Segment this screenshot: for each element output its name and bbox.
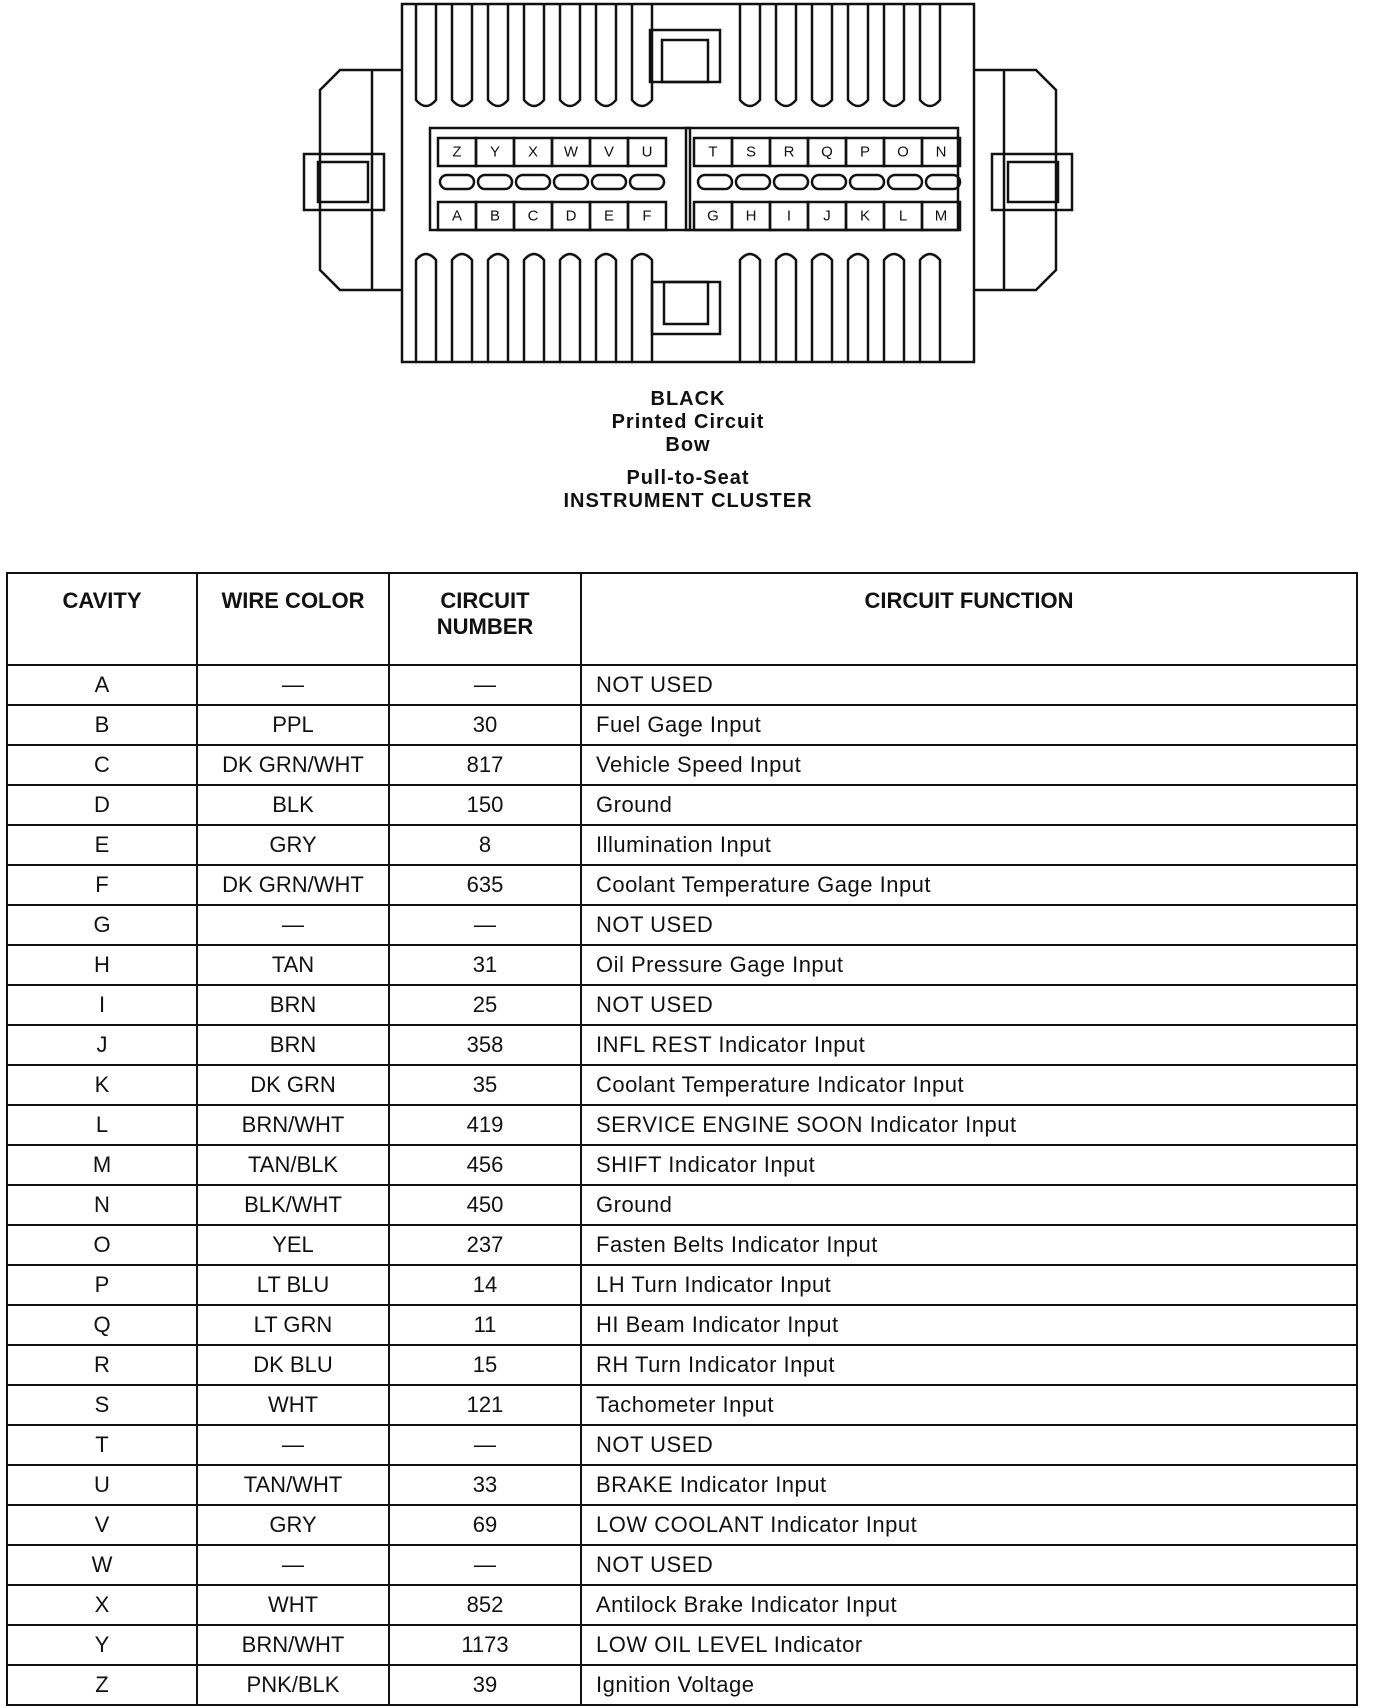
cavity-label: T bbox=[708, 143, 718, 161]
table-row bbox=[7, 785, 1357, 825]
cell-wire-color: LT GRN bbox=[197, 1305, 389, 1345]
cell-wire-color: WHT bbox=[197, 1585, 389, 1625]
bottom-key bbox=[652, 282, 720, 334]
cell-circuit-function: NOT USED bbox=[581, 905, 1357, 945]
cell-circuit-number: 30 bbox=[389, 705, 581, 745]
pinout-table bbox=[6, 572, 1358, 1706]
cell-circuit-function: Fuel Gage Input bbox=[581, 705, 1357, 745]
cell-cavity: J bbox=[7, 1025, 197, 1065]
cavity-label: M bbox=[934, 207, 948, 225]
connector-caption bbox=[0, 388, 1376, 513]
cell-cavity: Y bbox=[7, 1625, 197, 1665]
cell-circuit-function: NOT USED bbox=[581, 1425, 1357, 1465]
table-row bbox=[7, 1345, 1357, 1385]
terminal-slot bbox=[888, 175, 922, 189]
cell-cavity: B bbox=[7, 705, 197, 745]
cell-wire-color: WHT bbox=[197, 1385, 389, 1425]
table-body bbox=[7, 665, 1357, 1705]
table-row bbox=[7, 1265, 1357, 1305]
cell-wire-color: BRN/WHT bbox=[197, 1105, 389, 1145]
terminal-slot bbox=[812, 175, 846, 189]
cavity-label: F bbox=[642, 207, 652, 225]
rib bbox=[812, 4, 832, 106]
cell-circuit-number: 31 bbox=[389, 945, 581, 985]
cell-circuit-function: Fasten Belts Indicator Input bbox=[581, 1225, 1357, 1265]
cavity-label: D bbox=[565, 207, 577, 225]
cell-circuit-function: Illumination Input bbox=[581, 825, 1357, 865]
cell-wire-color: PNK/BLK bbox=[197, 1665, 389, 1705]
header-cavity: CAVITY bbox=[7, 573, 197, 665]
cavity-label: P bbox=[859, 143, 871, 161]
header-circuit-function: CIRCUIT FUNCTION bbox=[581, 573, 1357, 665]
terminal-slot bbox=[592, 175, 626, 189]
table-row bbox=[7, 1505, 1357, 1545]
cell-wire-color: BRN/WHT bbox=[197, 1625, 389, 1665]
cell-circuit-number: 635 bbox=[389, 865, 581, 905]
cell-circuit-function: Coolant Temperature Indicator Input bbox=[581, 1065, 1357, 1105]
cavity-label: H bbox=[745, 207, 757, 225]
terminal-slot bbox=[850, 175, 884, 189]
cavity-label: O bbox=[897, 143, 909, 161]
cavity-label: C bbox=[527, 207, 539, 225]
cell-cavity: T bbox=[7, 1425, 197, 1465]
cell-circuit-number: 450 bbox=[389, 1185, 581, 1225]
cell-cavity: X bbox=[7, 1585, 197, 1625]
cell-cavity: N bbox=[7, 1185, 197, 1225]
rib bbox=[740, 4, 760, 106]
terminal-slot bbox=[774, 175, 808, 189]
terminal-slots bbox=[440, 175, 960, 189]
rib bbox=[524, 4, 544, 106]
table-row bbox=[7, 905, 1357, 945]
table-row bbox=[7, 1305, 1357, 1345]
cell-circuit-number: 15 bbox=[389, 1345, 581, 1385]
table-row bbox=[7, 665, 1357, 705]
cell-wire-color: LT BLU bbox=[197, 1265, 389, 1305]
cavity-label: B bbox=[489, 207, 501, 225]
table-row bbox=[7, 1385, 1357, 1425]
rib bbox=[884, 4, 904, 106]
cavity-label: J bbox=[823, 207, 831, 225]
right-latch bbox=[974, 70, 1056, 290]
cell-wire-color: BRN bbox=[197, 1025, 389, 1065]
cavity-label: L bbox=[898, 207, 908, 225]
cell-circuit-number: 69 bbox=[389, 1505, 581, 1545]
cavity-label: R bbox=[783, 143, 795, 161]
cell-circuit-function: Tachometer Input bbox=[581, 1385, 1357, 1425]
cavity-label: G bbox=[707, 207, 719, 225]
terminal-slot bbox=[440, 175, 474, 189]
rib bbox=[884, 254, 904, 362]
cell-circuit-number: 817 bbox=[389, 745, 581, 785]
rib bbox=[488, 4, 508, 106]
cell-wire-color: — bbox=[197, 905, 389, 945]
rib bbox=[740, 254, 760, 362]
cell-wire-color: TAN/WHT bbox=[197, 1465, 389, 1505]
terminal-slot bbox=[516, 175, 550, 189]
cell-circuit-function: Vehicle Speed Input bbox=[581, 745, 1357, 785]
cell-circuit-number: 852 bbox=[389, 1585, 581, 1625]
cell-circuit-function: NOT USED bbox=[581, 1545, 1357, 1585]
cavity-label: I bbox=[786, 207, 792, 225]
cell-cavity: Q bbox=[7, 1305, 197, 1345]
cell-circuit-number: 14 bbox=[389, 1265, 581, 1305]
cell-circuit-function: RH Turn Indicator Input bbox=[581, 1345, 1357, 1385]
cell-wire-color: TAN/BLK bbox=[197, 1145, 389, 1185]
cell-wire-color: DK GRN bbox=[197, 1065, 389, 1105]
cell-cavity: I bbox=[7, 985, 197, 1025]
cavity-label: V bbox=[603, 143, 615, 161]
cell-wire-color: DK BLU bbox=[197, 1345, 389, 1385]
cell-circuit-function: BRAKE Indicator Input bbox=[581, 1465, 1357, 1505]
cell-cavity: C bbox=[7, 745, 197, 785]
cell-circuit-function: NOT USED bbox=[581, 665, 1357, 705]
rib bbox=[596, 4, 616, 106]
table-row bbox=[7, 1425, 1357, 1465]
header-circuit-number bbox=[389, 573, 581, 665]
connector-face-diagram bbox=[0, 0, 1376, 380]
cell-circuit-function: Ignition Voltage bbox=[581, 1665, 1357, 1705]
cell-cavity: S bbox=[7, 1385, 197, 1425]
cell-wire-color: PPL bbox=[197, 705, 389, 745]
rib bbox=[452, 4, 472, 106]
cell-circuit-function: SHIFT Indicator Input bbox=[581, 1145, 1357, 1185]
cell-circuit-number: 358 bbox=[389, 1025, 581, 1065]
cell-cavity: K bbox=[7, 1065, 197, 1105]
table-row bbox=[7, 1225, 1357, 1265]
cell-circuit-number: 33 bbox=[389, 1465, 581, 1505]
cell-wire-color: BLK/WHT bbox=[197, 1185, 389, 1225]
cell-circuit-number: — bbox=[389, 1425, 581, 1465]
cell-cavity: A bbox=[7, 665, 197, 705]
cell-wire-color: GRY bbox=[197, 825, 389, 865]
cell-circuit-number: 237 bbox=[389, 1225, 581, 1265]
rib bbox=[560, 254, 580, 362]
table-row bbox=[7, 1625, 1357, 1665]
cell-wire-color: BLK bbox=[197, 785, 389, 825]
terminal-slot bbox=[736, 175, 770, 189]
cell-circuit-number: — bbox=[389, 905, 581, 945]
cell-circuit-function: LOW COOLANT Indicator Input bbox=[581, 1505, 1357, 1545]
cell-wire-color: BRN bbox=[197, 985, 389, 1025]
cell-circuit-number: — bbox=[389, 665, 581, 705]
connector-name: INSTRUMENT CLUSTER bbox=[563, 490, 813, 512]
terminal-slot bbox=[554, 175, 588, 189]
cell-circuit-number: 419 bbox=[389, 1105, 581, 1145]
top-ribs bbox=[416, 4, 940, 106]
rib bbox=[632, 254, 652, 362]
cell-cavity: O bbox=[7, 1225, 197, 1265]
cavity-label: Z bbox=[452, 143, 462, 161]
cell-circuit-function: LH Turn Indicator Input bbox=[581, 1265, 1357, 1305]
rib bbox=[812, 254, 832, 362]
cell-cavity: M bbox=[7, 1145, 197, 1185]
table-row bbox=[7, 1585, 1357, 1625]
cell-circuit-number: 456 bbox=[389, 1145, 581, 1185]
cell-circuit-function: LOW OIL LEVEL Indicator bbox=[581, 1625, 1357, 1665]
rib bbox=[416, 4, 436, 106]
cavity-label: A bbox=[451, 207, 463, 225]
cell-circuit-function: Coolant Temperature Gage Input bbox=[581, 865, 1357, 905]
cell-circuit-number: 121 bbox=[389, 1385, 581, 1425]
terminal-slot bbox=[478, 175, 512, 189]
rib bbox=[776, 4, 796, 106]
cavity-label: X bbox=[527, 143, 539, 161]
cell-circuit-function: HI Beam Indicator Input bbox=[581, 1305, 1357, 1345]
rib bbox=[920, 4, 940, 106]
connector-color: BLACK bbox=[650, 388, 726, 410]
cell-wire-color: DK GRN/WHT bbox=[197, 865, 389, 905]
rib bbox=[596, 254, 616, 362]
table-header-row bbox=[7, 573, 1357, 665]
cell-cavity: P bbox=[7, 1265, 197, 1305]
table-row bbox=[7, 945, 1357, 985]
table-row bbox=[7, 1065, 1357, 1105]
bottom-ribs bbox=[416, 254, 940, 362]
rib bbox=[560, 4, 580, 106]
cavity-label: N bbox=[935, 143, 947, 161]
cell-circuit-number: — bbox=[389, 1545, 581, 1585]
table-row bbox=[7, 985, 1357, 1025]
top-key bbox=[650, 30, 720, 82]
cell-wire-color: — bbox=[197, 1425, 389, 1465]
cell-circuit-function: Antilock Brake Indicator Input bbox=[581, 1585, 1357, 1625]
table-row bbox=[7, 1185, 1357, 1225]
table-row bbox=[7, 705, 1357, 745]
cavity-label: K bbox=[859, 207, 871, 225]
table-row bbox=[7, 1465, 1357, 1505]
cell-wire-color: — bbox=[197, 1545, 389, 1585]
left-latch bbox=[320, 70, 402, 290]
cell-cavity: L bbox=[7, 1105, 197, 1145]
table-row bbox=[7, 1545, 1357, 1585]
cell-circuit-function: Ground bbox=[581, 785, 1357, 825]
cell-circuit-number: 39 bbox=[389, 1665, 581, 1705]
cell-cavity: E bbox=[7, 825, 197, 865]
cell-circuit-number: 150 bbox=[389, 785, 581, 825]
cell-circuit-function: INFL REST Indicator Input bbox=[581, 1025, 1357, 1065]
table-row bbox=[7, 1105, 1357, 1145]
cell-circuit-number: 11 bbox=[389, 1305, 581, 1345]
cavity-label: U bbox=[641, 143, 653, 161]
rib bbox=[920, 254, 940, 362]
cell-circuit-number: 1173 bbox=[389, 1625, 581, 1665]
cell-circuit-number: 25 bbox=[389, 985, 581, 1025]
cell-cavity: F bbox=[7, 865, 197, 905]
connector-type-line1: Printed Circuit bbox=[611, 411, 765, 433]
table-row bbox=[7, 1665, 1357, 1705]
cell-circuit-function: NOT USED bbox=[581, 985, 1357, 1025]
cell-cavity: W bbox=[7, 1545, 197, 1585]
header-circuit-number-line1: CIRCUIT bbox=[440, 588, 530, 613]
cavity-label: S bbox=[745, 143, 757, 161]
rib bbox=[488, 254, 508, 362]
rib bbox=[416, 254, 436, 362]
table-row bbox=[7, 865, 1357, 905]
cell-cavity: R bbox=[7, 1345, 197, 1385]
header-circuit-number-line2: NUMBER bbox=[436, 614, 534, 639]
cell-circuit-number: 8 bbox=[389, 825, 581, 865]
cell-circuit-function: SERVICE ENGINE SOON Indicator Input bbox=[581, 1105, 1357, 1145]
terminal-slot bbox=[926, 175, 960, 189]
rib bbox=[524, 254, 544, 362]
cell-cavity: Z bbox=[7, 1665, 197, 1705]
rib bbox=[848, 254, 868, 362]
cell-wire-color: TAN bbox=[197, 945, 389, 985]
connector-type-line2: Bow bbox=[665, 434, 711, 456]
cell-wire-color: DK GRN/WHT bbox=[197, 745, 389, 785]
cell-wire-color: YEL bbox=[197, 1225, 389, 1265]
rib bbox=[452, 254, 472, 362]
cell-wire-color: GRY bbox=[197, 1505, 389, 1545]
cell-circuit-function: Ground bbox=[581, 1185, 1357, 1225]
cavity-label: W bbox=[563, 143, 579, 161]
rib bbox=[848, 4, 868, 106]
cell-cavity: G bbox=[7, 905, 197, 945]
terminal-slot bbox=[698, 175, 732, 189]
cavity-label: E bbox=[603, 207, 615, 225]
cell-cavity: H bbox=[7, 945, 197, 985]
cell-circuit-number: 35 bbox=[389, 1065, 581, 1105]
cell-cavity: D bbox=[7, 785, 197, 825]
table-row bbox=[7, 1025, 1357, 1065]
table-row bbox=[7, 745, 1357, 785]
cavity-label: Y bbox=[489, 143, 501, 161]
cell-wire-color: — bbox=[197, 665, 389, 705]
header-wire-color: WIRE COLOR bbox=[197, 573, 389, 665]
rib bbox=[776, 254, 796, 362]
cell-cavity: V bbox=[7, 1505, 197, 1545]
terminal-slot bbox=[630, 175, 664, 189]
table-row bbox=[7, 825, 1357, 865]
table-row bbox=[7, 1145, 1357, 1185]
cell-circuit-function: Oil Pressure Gage Input bbox=[581, 945, 1357, 985]
cavity-label: Q bbox=[821, 143, 833, 161]
connector-seat: Pull-to-Seat bbox=[626, 467, 750, 489]
cell-cavity: U bbox=[7, 1465, 197, 1505]
